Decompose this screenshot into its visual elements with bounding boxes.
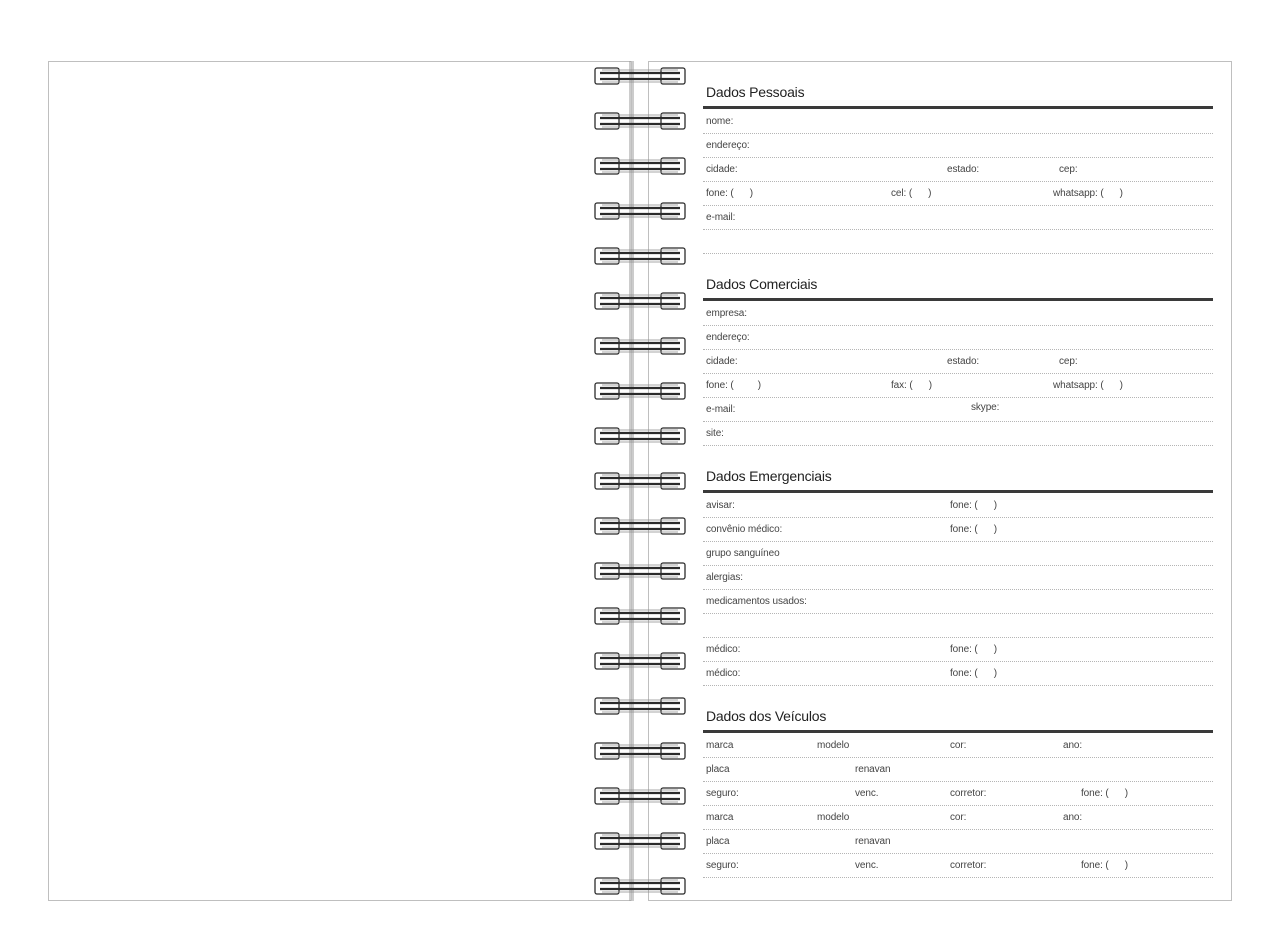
field-label-modelo: modelo bbox=[817, 812, 850, 823]
section-title-dados-dos-veiculos: Dados dos Veículos bbox=[706, 708, 827, 724]
field-label-fone: fone: ( ) bbox=[950, 524, 997, 535]
form-row[interactable] bbox=[703, 854, 1213, 878]
spiral-ring bbox=[595, 158, 685, 174]
field-label-estado: estado: bbox=[947, 356, 980, 367]
field-label-cep: cep: bbox=[1059, 356, 1078, 367]
field-label-empresa: empresa: bbox=[706, 308, 747, 319]
spiral-ring bbox=[595, 563, 685, 579]
section-rule bbox=[703, 490, 1213, 493]
field-label-placa: placa bbox=[706, 836, 730, 847]
form-row[interactable] bbox=[703, 134, 1213, 158]
form-row[interactable] bbox=[703, 638, 1213, 662]
spiral-ring bbox=[595, 293, 685, 309]
form-row[interactable] bbox=[703, 206, 1213, 230]
field-label-cidade: cidade: bbox=[706, 164, 738, 175]
field-label-medicamentos-usados: medicamentos usados: bbox=[706, 596, 807, 607]
field-label-avisar: avisar: bbox=[706, 500, 735, 511]
spiral-ring bbox=[595, 878, 685, 894]
form-row-blank[interactable] bbox=[703, 230, 1213, 254]
form-row[interactable] bbox=[703, 806, 1213, 830]
spiral-ring bbox=[595, 473, 685, 489]
field-label-nome: nome: bbox=[706, 116, 734, 127]
field-label-medico: médico: bbox=[706, 644, 741, 655]
field-label-email: e-mail: bbox=[706, 404, 736, 415]
field-label-grupo-sanguineo: grupo sanguíneo bbox=[706, 548, 780, 559]
form-row[interactable] bbox=[703, 662, 1213, 686]
section-title-dados-emergenciais: Dados Emergenciais bbox=[706, 468, 832, 484]
spiral-ring bbox=[595, 743, 685, 759]
spiral-ring bbox=[595, 383, 685, 399]
field-label-cor: cor: bbox=[950, 740, 967, 751]
form-row[interactable] bbox=[703, 782, 1213, 806]
field-label-modelo: modelo bbox=[817, 740, 850, 751]
form-row[interactable] bbox=[703, 494, 1213, 518]
field-label-renavan: renavan bbox=[855, 836, 891, 847]
form-row[interactable] bbox=[703, 758, 1213, 782]
field-label-renavan: renavan bbox=[855, 764, 891, 775]
form-row[interactable] bbox=[703, 398, 1213, 422]
field-label-cel: cel: ( ) bbox=[891, 188, 932, 199]
field-label-cidade: cidade: bbox=[706, 356, 738, 367]
form-row-blank[interactable] bbox=[703, 614, 1213, 638]
spiral-ring bbox=[595, 653, 685, 669]
spiral-ring bbox=[595, 338, 685, 354]
spiral-ring bbox=[595, 203, 685, 219]
field-label-cep: cep: bbox=[1059, 164, 1078, 175]
field-label-venc: venc. bbox=[855, 860, 879, 871]
field-label-endereco: endereço: bbox=[706, 140, 750, 151]
field-label-skype: skype: bbox=[971, 402, 1000, 413]
form-row[interactable] bbox=[703, 734, 1213, 758]
field-label-marca: marca bbox=[706, 812, 734, 823]
form-row[interactable] bbox=[703, 158, 1213, 182]
field-label-fone: fone: ( ) bbox=[950, 668, 997, 679]
spiral-ring bbox=[595, 608, 685, 624]
field-label-seguro: seguro: bbox=[706, 860, 739, 871]
field-label-fone: fone: ( ) bbox=[1081, 788, 1128, 799]
spiral-ring bbox=[595, 68, 685, 84]
field-label-fone: fone: ( ) bbox=[706, 188, 753, 199]
section-title-dados-comerciais: Dados Comerciais bbox=[706, 276, 818, 292]
form-row[interactable] bbox=[703, 350, 1213, 374]
field-label-email: e-mail: bbox=[706, 212, 736, 223]
field-label-whatsapp: whatsapp: ( ) bbox=[1053, 188, 1123, 199]
field-label-alergias: alergias: bbox=[706, 572, 743, 583]
form-row[interactable] bbox=[703, 542, 1213, 566]
form-row[interactable] bbox=[703, 110, 1213, 134]
field-label-estado: estado: bbox=[947, 164, 980, 175]
section-rule bbox=[703, 106, 1213, 109]
spiral-ring bbox=[595, 248, 685, 264]
form-row[interactable] bbox=[703, 182, 1213, 206]
form-row[interactable] bbox=[703, 830, 1213, 854]
spiral-binding bbox=[590, 61, 690, 901]
form-row[interactable] bbox=[703, 518, 1213, 542]
field-label-marca: marca bbox=[706, 740, 734, 751]
form-row[interactable] bbox=[703, 326, 1213, 350]
field-label-fone: fone: ( ) bbox=[950, 644, 997, 655]
spiral-ring bbox=[595, 698, 685, 714]
left-page bbox=[48, 61, 632, 901]
spiral-ring bbox=[595, 113, 685, 129]
field-label-corretor: corretor: bbox=[950, 860, 987, 871]
form-row[interactable] bbox=[703, 590, 1213, 614]
field-label-fone: fone: ( ) bbox=[706, 380, 761, 391]
field-label-site: site: bbox=[706, 428, 724, 439]
field-label-placa: placa bbox=[706, 764, 730, 775]
field-label-ano: ano: bbox=[1063, 812, 1083, 823]
field-label-corretor: corretor: bbox=[950, 788, 987, 799]
field-label-fone: fone: ( ) bbox=[1081, 860, 1128, 871]
spiral-ring bbox=[595, 428, 685, 444]
form-row[interactable] bbox=[703, 422, 1213, 446]
field-label-whatsapp: whatsapp: ( ) bbox=[1053, 380, 1123, 391]
form-row[interactable] bbox=[703, 566, 1213, 590]
field-label-seguro: seguro: bbox=[706, 788, 739, 799]
spiral-ring bbox=[595, 833, 685, 849]
field-label-fax: fax: ( ) bbox=[891, 380, 932, 391]
section-title-dados-pessoais: Dados Pessoais bbox=[706, 84, 805, 100]
spiral-ring bbox=[595, 788, 685, 804]
field-label-convenio-medico: convênio médico: bbox=[706, 524, 783, 535]
field-label-endereco: endereço: bbox=[706, 332, 750, 343]
section-rule bbox=[703, 298, 1213, 301]
field-label-fone: fone: ( ) bbox=[950, 500, 997, 511]
field-label-ano: ano: bbox=[1063, 740, 1083, 751]
section-rule bbox=[703, 730, 1213, 733]
form-row[interactable] bbox=[703, 302, 1213, 326]
form-row[interactable] bbox=[703, 374, 1213, 398]
spiral-ring bbox=[595, 518, 685, 534]
field-label-cor: cor: bbox=[950, 812, 967, 823]
field-label-venc: venc. bbox=[855, 788, 879, 799]
field-label-medico: médico: bbox=[706, 668, 741, 679]
